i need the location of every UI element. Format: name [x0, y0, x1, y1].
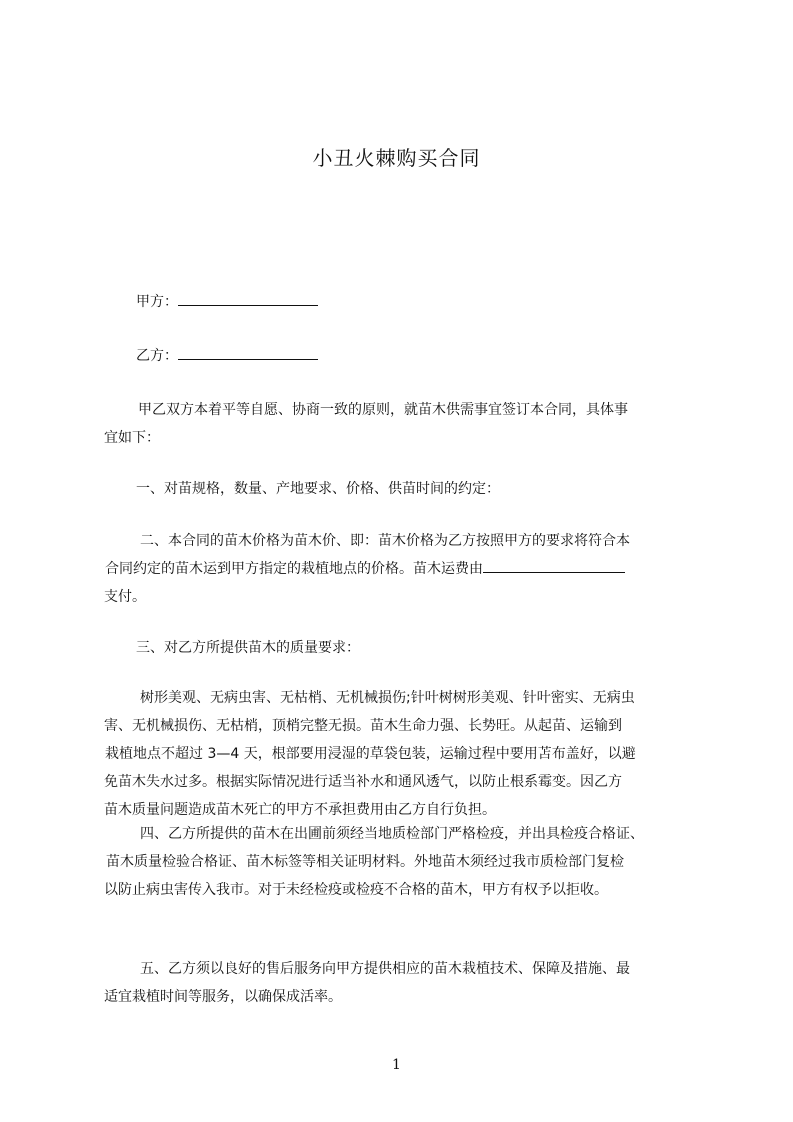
- quality-line: 栽植地点不超过 3—4 天，根部要用浸湿的草袋包装，运输过程中要用苫布盖好，以避: [105, 746, 636, 762]
- intro-line: 宜如下：: [104, 430, 160, 446]
- intro-line: 甲乙双方本着平等自愿、协商一致的原则，就苗木供需事宜签订本合同，具体事: [138, 402, 628, 418]
- section-3-text: 三、对乙方所提供苗木的质量要求：: [136, 640, 360, 656]
- quality-line: 苗木质量问题造成苗木死亡的甲方不承担费用由乙方自行负担。: [104, 802, 496, 818]
- freight-payer-blank: [483, 559, 625, 573]
- section-2-paragraph: [104, 527, 706, 611]
- section-3-heading: [104, 634, 706, 662]
- section-4-line: 四、乙方所提供的苗木在出圃前须经当地质检部门严格检疫，并出具检疫合格证、: [140, 826, 644, 842]
- intro-paragraph: [104, 396, 706, 452]
- section-4-paragraph: [104, 820, 706, 904]
- section-4-line: 以防止病虫害传入我市。对于未经检疫或检疫不合格的苗木，甲方有权予以拒收。: [104, 882, 608, 898]
- quality-line: 免苗木失水过多。根据实际情况进行适当补水和通风透气，以防止根系霉变。因乙方: [104, 774, 622, 790]
- section-1-text: 一、对苗规格，数量、产地要求、价格、供苗时间的约定：: [136, 481, 500, 497]
- section-5-line: 适宜栽植时间等服务，以确保成活率。: [104, 989, 342, 1005]
- party-a-label: 甲方：: [136, 294, 178, 310]
- quality-line: 害、无机械损伤、无枯梢，顶梢完整无损。苗木生命力强、长势旺。从起苗、运输到: [104, 718, 622, 734]
- section-5-line: 五、乙方须以良好的售后服务向甲方提供相应的苗木栽植技术、保障及措施、最: [140, 961, 630, 977]
- party-b-blank: [178, 346, 318, 360]
- page-number: 1: [392, 1057, 401, 1073]
- section-2-line: 二、本合同的苗木价格为苗木价、即：苗木价格为乙方按照甲方的要求将符合本: [140, 533, 630, 549]
- section-5-paragraph: [104, 955, 706, 1011]
- section-2-line-text: 合同约定的苗木运到甲方指定的栽植地点的价格。苗木运费由: [105, 561, 483, 577]
- quality-paragraph: [104, 684, 706, 824]
- section-4-line: 苗木质量检验合格证、苗木标签等相关证明材料。外地苗木须经过我市质检部门复检: [106, 854, 624, 870]
- document-title: 小丑火棘购买合同: [312, 146, 481, 170]
- party-b-label: 乙方：: [136, 348, 178, 364]
- section-2-line: 支付。: [104, 589, 146, 605]
- party-a-blank: [178, 292, 318, 306]
- section-2-line: [104, 555, 706, 583]
- section-1-heading: [104, 475, 706, 503]
- party-b-line: [136, 346, 318, 365]
- quality-line: 树形美观、无病虫害、无枯梢、无机械损伤;针叶树树形美观、针叶密实、无病虫: [140, 690, 635, 706]
- party-a-line: [136, 292, 318, 311]
